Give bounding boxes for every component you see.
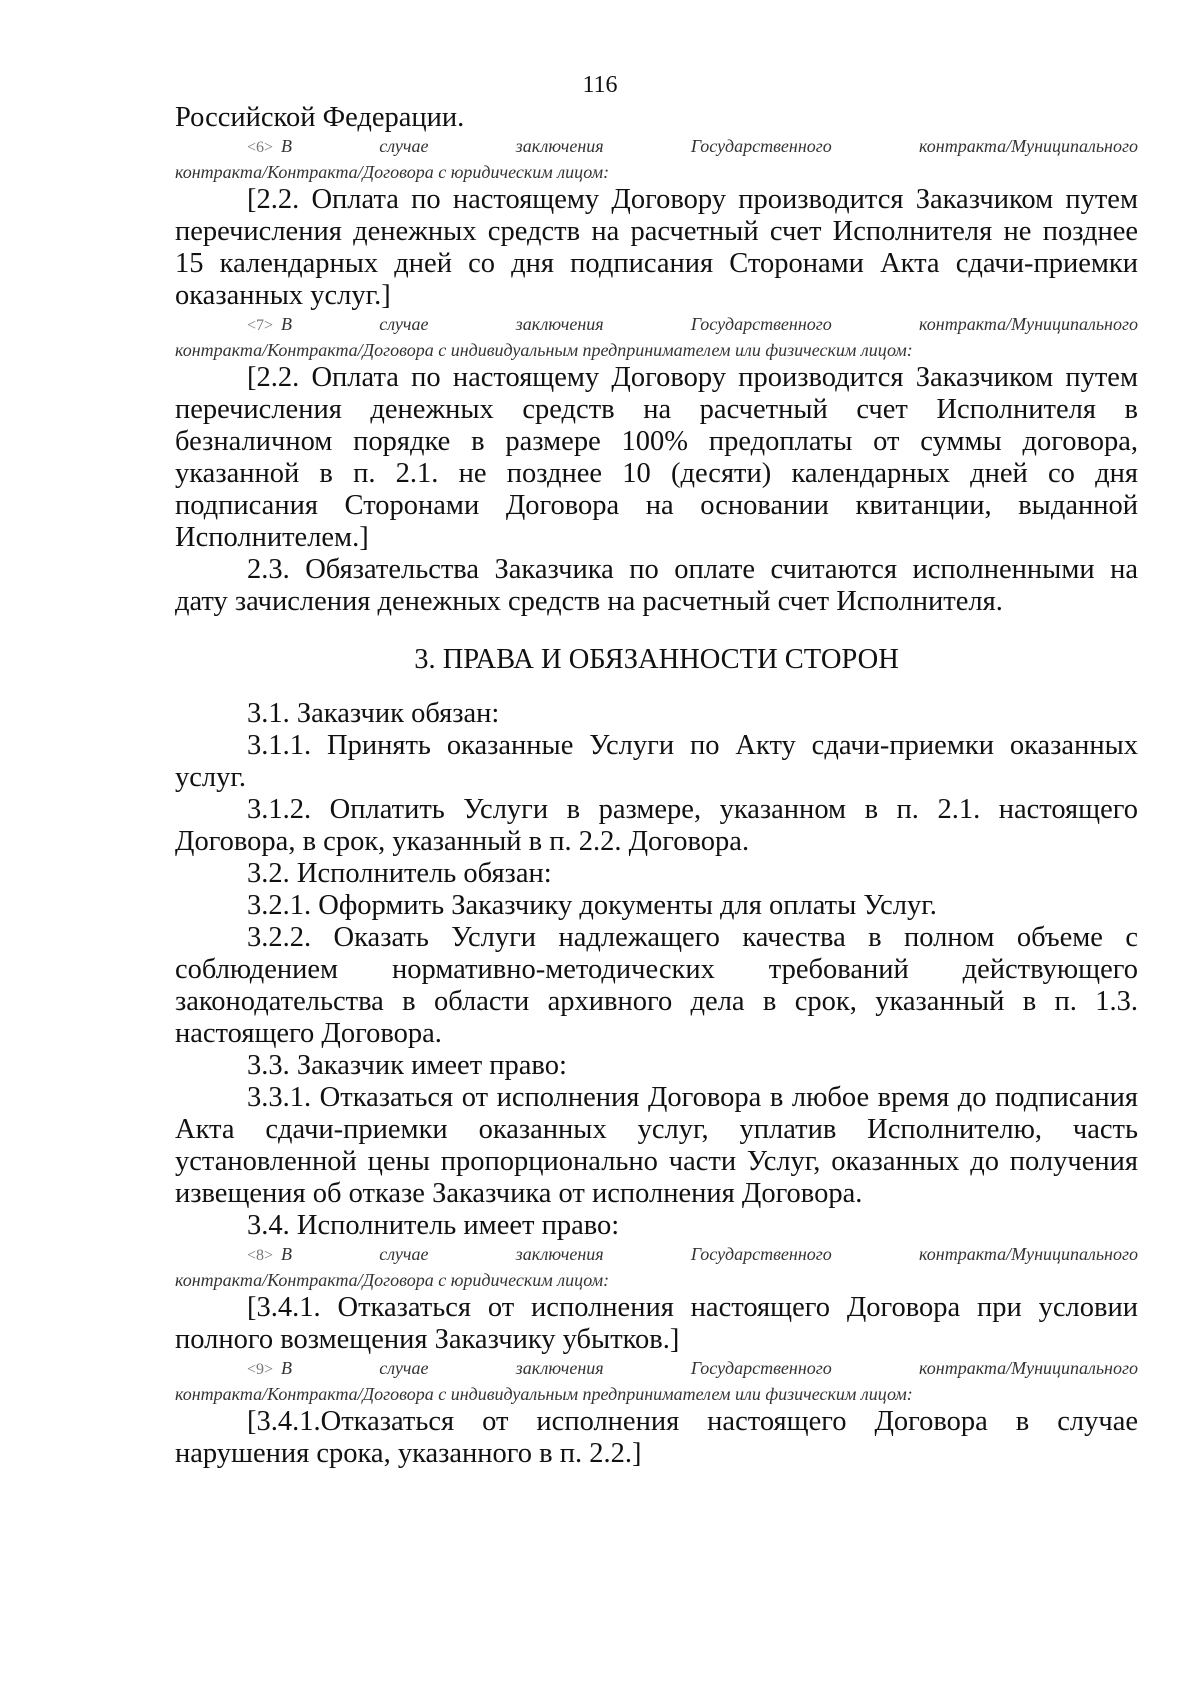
clause-3-2-2: 3.2.2. Оказать Услуги надлежащего качества в полном объеме с соблюдением нормативно-методических требований действующего законодательства в области архивного дела в срок, указанный в п. 1.3. настоящего Договора. [175, 922, 1138, 1049]
clause-3-1-2: 3.1.2. Оплатить Услуги в размере, указанном в п. 2.1. настоящего Договора, в срок, указанный в п. 2.2. Договора. [175, 794, 1138, 857]
clause-3-2: 3.2. Исполнитель обязан: [247, 858, 552, 889]
footnote-6-line-1 [175, 134, 1138, 160]
clause-3-4-1-variant-b: [3.4.1.Отказаться от исполнения настоящего Договора в случае нарушения срока, указанного в п. 2.2.] [175, 1406, 1138, 1469]
footnote-6-line-2: контракта/Контракта/Договора с юридическим лицом: [175, 162, 610, 182]
footnote-marker-7: <7> [247, 317, 274, 334]
clause-3-3: 3.3. Заказчик имеет право: [247, 1050, 567, 1081]
footnote-marker-9: <9> [247, 1361, 274, 1378]
footnote-8-line-1 [175, 1242, 1138, 1268]
clause-3-4-1-variant-a: [3.4.1. Отказаться от исполнения настоящего Договора при условии полного возмещения Заказчику убытков.] [175, 1292, 1138, 1355]
footnote-marker-6: <6> [247, 139, 274, 156]
page-number: 116 [582, 72, 618, 98]
clause-3-4: 3.4. Исполнитель имеет право: [247, 1210, 620, 1241]
clause-3-3-1: 3.3.1. Отказаться от исполнения Договора в любое время до подписания Акта сдачи-приемки оказанных услуг, уплатив Исполнителю, часть установленной цены пропорционально части Услуг, оказанных до получения извещения об отказе Заказчика от исполнения Договора. [175, 1082, 1138, 1209]
clause-3-1-1: 3.1.1. Принять оказанные Услуги по Акту сдачи-приемки оказанных услуг. [175, 730, 1138, 793]
footnote-9-text: В случае заключения Государственного контракта/Муниципального [281, 1358, 1138, 1378]
paragraph-continuation: Российской Федерации. [175, 102, 465, 133]
footnote-7-line-1 [175, 312, 1138, 338]
clause-3-1: 3.1. Заказчик обязан: [247, 698, 500, 729]
footnote-9-line-2: контракта/Контракта/Договора с индивидуальным предпринимателем или физическим лицом: [175, 1384, 913, 1404]
footnote-7-text: В случае заключения Государственного контракта/Муниципального [281, 314, 1138, 334]
clause-2-2-variant-a: [2.2. Оплата по настоящему Договору производится Заказчиком путем перечисления денежных средств на расчетный счет Исполнителя не позднее 15 календарных дней со дня подписания Сторонами Акта сдачи-приемки оказанных услуг.] [175, 184, 1138, 311]
document-body [175, 102, 1138, 1470]
footnote-marker-8: <8> [247, 1247, 274, 1264]
clause-2-3: 2.3. Обязательства Заказчика по оплате считаются исполненными на дату зачисления денежных средств на расчетный счет Исполнителя. [175, 554, 1138, 617]
section-heading: 3. ПРАВА И ОБЯЗАННОСТИ СТОРОН [414, 644, 899, 675]
clause-2-2-variant-b: [2.2. Оплата по настоящему Договору производится Заказчиком путем перечисления денежных средств на расчетный счет Исполнителя в безналичном порядке в размере 100% предоплаты от суммы договора, указанной в п. 2.1. не позднее 10 (десяти) календарных дней со дня подписания Сторонами Договора на основании квитанции, выданной Исполнителем.] [175, 362, 1138, 553]
footnote-6-text: В случае заключения Государственного контракта/Муниципального [281, 136, 1138, 156]
clause-3-2-1: 3.2.1. Оформить Заказчику документы для оплаты Услуг. [247, 890, 937, 921]
footnote-8-text: В случае заключения Государственного контракта/Муниципального [281, 1244, 1138, 1264]
footnote-7-line-2: контракта/Контракта/Договора с индивидуальным предпринимателем или физическим лицом: [175, 340, 913, 360]
footnote-9-line-1 [175, 1356, 1138, 1382]
footnote-8-line-2: контракта/Контракта/Договора с юридическим лицом: [175, 1270, 610, 1290]
